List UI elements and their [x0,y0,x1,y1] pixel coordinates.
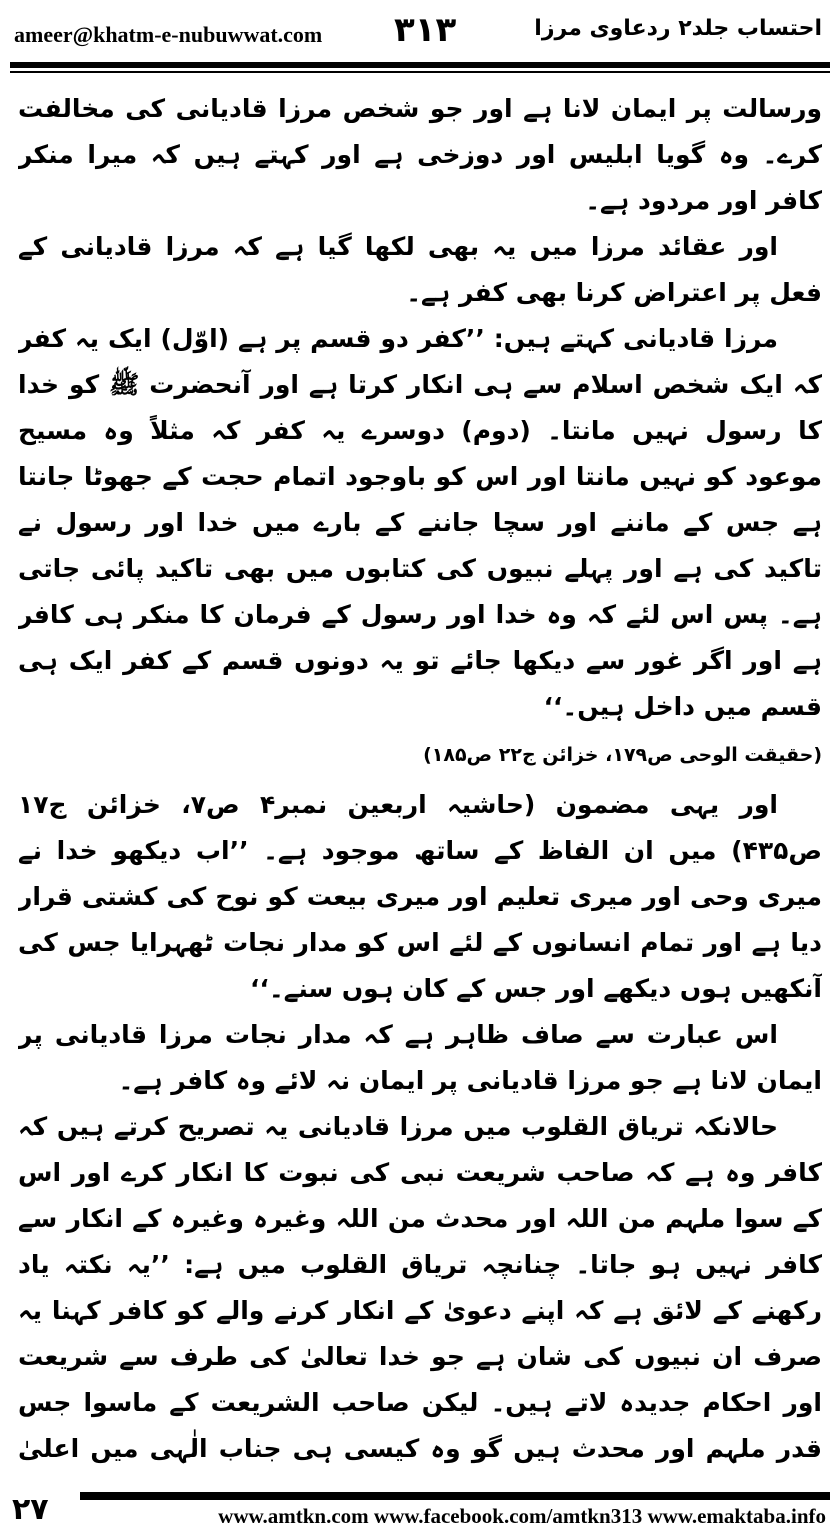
footer-rule [80,1492,830,1500]
running-title: احتساب جلد۲ ردعاوی مرزا [534,16,822,41]
page-header [0,0,840,64]
paragraph: مرزا قادیانی کہتے ہیں: ’’کفر دو قسم پر ہے (اوّل) ایک یہ کفر کہ ایک شخص اسلام سے ہی انکار کرتا ہے اور آنحضرت ﷺ کو خدا کا رسول نہیں مانتا۔ (دوم) دوسرے یہ کفر کہ مثلاً وہ مسیح موعود کو نہیں مانتا اور اس کو باوجود اتمام حجت کے جھوٹا جانتا ہے جس کے ماننے اور سچا جاننے کے بارے میں خدا اور رسول نے تاکید کی ہے اور پہلے نبیوں کی کتابوں میں بھی تاکید پائی جاتی ہے۔ پس اس لئے کہ وہ خدا اور رسول کے فرمان کا منکر ہی کافر ہے اور اگر غور سے دیکھا جائے تو یہ دونوں قسم کے کفر ایک ہی قسم میں داخل ہیں۔‘‘ [18,324,822,721]
header-rule-thick [10,62,830,68]
header-page-number: ۳۱۳ [394,10,457,50]
paragraph: اس عبارت سے صاف ظاہر ہے کہ مدار نجات مرزا قادیانی پر ایمان لانا ہے جو مرزا قادیانی پر ایمان نہ لائے وہ کافر ہے۔ [18,1020,822,1095]
footer-page-number: ۲۷ [12,1492,49,1527]
header-rule-thin [10,71,830,73]
paragraph: اور عقائد مرزا میں یہ بھی لکھا گیا ہے کہ مرزا قادیانی کے فعل پر اعتراض کرنا بھی کفر ہے۔ [18,232,822,307]
paragraph: اور یہی مضمون (حاشیہ اربعین نمبر۴ ص۷، خزائن ج۱۷ ص۴۳۵) میں ان الفاظ کے ساتھ موجود ہے۔ ’’اب دیکھو خدا نے میری وحی اور میری تعلیم اور میری بیعت کو نوح کی کشتی قرار دیا ہے اور تمام انسانوں کے لئے اس کو مدار نجات ٹھہرایا جس کی آنکھیں ہوں دیکھے اور جس کے کان ہوں سنے۔‘‘ [18,790,822,1003]
footer-links: www.amtkn.com www.facebook.com/amtkn313 www.emaktaba.info [218,1504,826,1528]
paragraph: ورسالت پر ایمان لانا ہے اور جو شخص مرزا قادیانی کی مخالفت کرے۔ وہ گویا ابلیس اور دوزخی ہے اور کہتے ہیں کہ میرا منکر کافر اور مردود ہے۔ [18,94,822,215]
header-email: ameer@khatm-e-nubuwwat.com [14,22,323,47]
page-footer [0,1488,840,1540]
paragraph: حالانکہ تریاق القلوب میں مرزا قادیانی یہ تصریح کرتے ہیں کہ کافر وہ ہے کہ صاحب شریعت نبی کی نبوت کا انکار کرے اور اس کے سوا ملہم من اللہ اور محدث من اللہ وغیرہ وغیرہ کے انکار سے کافر نہیں ہو جاتا۔ چنانچہ تریاق القلوب میں ہے: ’’یہ نکتہ یاد رکھنے کے لائق ہے کہ اپنے دعویٰ کے انکار کرنے والے کو کافر کہنا یہ صرف ان نبیوں کی شان ہے جو خدا تعالیٰ کی طرف سے شریعت اور احکام جدیدہ لاتے ہیں۔ لیکن صاحب الشریعت کے ماسوا جس قدر ملہم اور محدث ہیں گو وہ کیسی ہی جناب الٰہی میں اعلیٰ [18,1112,822,1463]
page-body [18,86,822,1466]
reference-citation: (حقیقت الوحی ص۱۷۹، خزائن ج۲۲ ص۱۸۵) [423,744,822,766]
